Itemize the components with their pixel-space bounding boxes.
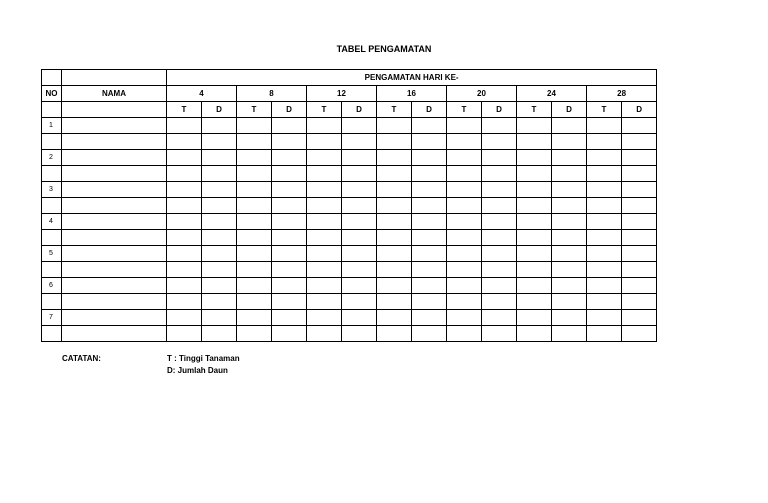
value-cell (202, 198, 237, 214)
value-cell (377, 118, 412, 134)
value-cell (377, 214, 412, 230)
value-cell (272, 246, 307, 262)
value-cell (622, 278, 657, 294)
value-cell (342, 118, 377, 134)
value-cell (272, 134, 307, 150)
value-cell (307, 246, 342, 262)
value-cell (552, 326, 587, 342)
row-number (42, 166, 62, 182)
table-row (42, 246, 657, 262)
row-number: 5 (42, 246, 62, 262)
value-cell (412, 310, 447, 326)
sub-header-d: D (622, 102, 657, 118)
value-cell (412, 182, 447, 198)
value-cell (622, 166, 657, 182)
value-cell (272, 294, 307, 310)
value-cell (237, 246, 272, 262)
value-cell (272, 262, 307, 278)
value-cell (517, 246, 552, 262)
name-cell (62, 214, 167, 230)
value-cell (202, 246, 237, 262)
value-cell (167, 294, 202, 310)
value-cell (622, 198, 657, 214)
value-cell (552, 118, 587, 134)
value-cell (237, 294, 272, 310)
value-cell (622, 310, 657, 326)
value-cell (482, 182, 517, 198)
day-header: 16 (377, 86, 447, 102)
value-cell (412, 278, 447, 294)
value-cell (622, 182, 657, 198)
value-cell (272, 166, 307, 182)
table-row (42, 214, 657, 230)
value-cell (167, 262, 202, 278)
table-row (42, 230, 657, 246)
value-cell (237, 198, 272, 214)
day-header: 24 (517, 86, 587, 102)
value-cell (237, 230, 272, 246)
value-cell (552, 134, 587, 150)
value-cell (342, 262, 377, 278)
value-cell (552, 182, 587, 198)
name-cell (62, 230, 167, 246)
notes-lines (167, 353, 240, 377)
value-cell (237, 278, 272, 294)
value-cell (412, 246, 447, 262)
value-cell (307, 230, 342, 246)
value-cell (447, 118, 482, 134)
value-cell (482, 214, 517, 230)
value-cell (482, 294, 517, 310)
value-cell (202, 150, 237, 166)
value-cell (517, 214, 552, 230)
table-row (42, 310, 657, 326)
name-cell (62, 118, 167, 134)
sub-header-d: D (272, 102, 307, 118)
row-number: 4 (42, 214, 62, 230)
value-cell (587, 166, 622, 182)
value-cell (412, 198, 447, 214)
header-empty-nama (62, 102, 167, 118)
value-cell (447, 246, 482, 262)
value-cell (202, 214, 237, 230)
value-cell (272, 214, 307, 230)
value-cell (412, 214, 447, 230)
value-cell (622, 150, 657, 166)
value-cell (587, 214, 622, 230)
value-cell (622, 262, 657, 278)
value-cell (517, 118, 552, 134)
value-cell (517, 326, 552, 342)
value-cell (482, 198, 517, 214)
value-cell (447, 294, 482, 310)
name-cell (62, 326, 167, 342)
value-cell (552, 278, 587, 294)
table-row (42, 198, 657, 214)
sub-header-d: D (202, 102, 237, 118)
name-cell (62, 294, 167, 310)
value-cell (342, 294, 377, 310)
sub-header-t: T (587, 102, 622, 118)
value-cell (167, 198, 202, 214)
value-cell (237, 166, 272, 182)
value-cell (412, 134, 447, 150)
sub-header-t: T (447, 102, 482, 118)
notes-label: CATATAN: (62, 354, 101, 363)
value-cell (412, 150, 447, 166)
value-cell (202, 326, 237, 342)
value-cell (307, 182, 342, 198)
value-cell (587, 326, 622, 342)
value-cell (447, 182, 482, 198)
value-cell (412, 166, 447, 182)
value-cell (342, 150, 377, 166)
value-cell (482, 278, 517, 294)
value-cell (167, 214, 202, 230)
value-cell (622, 134, 657, 150)
value-cell (587, 278, 622, 294)
value-cell (552, 262, 587, 278)
value-cell (447, 150, 482, 166)
value-cell (307, 166, 342, 182)
value-cell (587, 150, 622, 166)
col-nama-header: NAMA (62, 86, 167, 102)
value-cell (412, 326, 447, 342)
sub-header-t: T (167, 102, 202, 118)
value-cell (517, 182, 552, 198)
value-cell (202, 182, 237, 198)
value-cell (587, 310, 622, 326)
row-number: 7 (42, 310, 62, 326)
value-cell (622, 246, 657, 262)
value-cell (552, 294, 587, 310)
name-cell (62, 182, 167, 198)
value-cell (272, 150, 307, 166)
value-cell (307, 118, 342, 134)
table-row (42, 182, 657, 198)
value-cell (307, 262, 342, 278)
value-cell (377, 246, 412, 262)
table-row (42, 294, 657, 310)
value-cell (447, 198, 482, 214)
name-cell (62, 198, 167, 214)
sub-header-d: D (342, 102, 377, 118)
value-cell (587, 246, 622, 262)
value-cell (377, 294, 412, 310)
value-cell (272, 278, 307, 294)
observation-table (41, 69, 657, 342)
group-header: PENGAMATAN HARI KE- (167, 70, 657, 86)
name-cell (62, 262, 167, 278)
row-number (42, 198, 62, 214)
note-t: T : Tinggi Tanaman (167, 354, 240, 363)
value-cell (202, 118, 237, 134)
name-cell (62, 246, 167, 262)
day-header: 4 (167, 86, 237, 102)
value-cell (552, 230, 587, 246)
col-no-header: NO (42, 86, 62, 102)
value-cell (447, 310, 482, 326)
value-cell (307, 134, 342, 150)
table-row (42, 262, 657, 278)
header-row-1 (42, 70, 657, 86)
value-cell (517, 134, 552, 150)
name-cell (62, 150, 167, 166)
day-header: 20 (447, 86, 517, 102)
value-cell (482, 326, 517, 342)
value-cell (587, 134, 622, 150)
value-cell (307, 150, 342, 166)
row-number (42, 134, 62, 150)
value-cell (202, 278, 237, 294)
value-cell (482, 150, 517, 166)
value-cell (517, 294, 552, 310)
value-cell (377, 310, 412, 326)
value-cell (342, 134, 377, 150)
value-cell (377, 278, 412, 294)
table-row (42, 166, 657, 182)
value-cell (482, 166, 517, 182)
value-cell (237, 262, 272, 278)
value-cell (237, 150, 272, 166)
sub-header-t: T (517, 102, 552, 118)
value-cell (377, 134, 412, 150)
value-cell (167, 278, 202, 294)
value-cell (622, 326, 657, 342)
value-cell (342, 230, 377, 246)
value-cell (517, 262, 552, 278)
header-row-2 (42, 86, 657, 102)
value-cell (307, 278, 342, 294)
row-number (42, 262, 62, 278)
row-number: 3 (42, 182, 62, 198)
row-number: 1 (42, 118, 62, 134)
sub-header-t: T (237, 102, 272, 118)
value-cell (482, 262, 517, 278)
value-cell (587, 118, 622, 134)
value-cell (377, 150, 412, 166)
sub-header-d: D (482, 102, 517, 118)
value-cell (412, 118, 447, 134)
value-cell (202, 166, 237, 182)
value-cell (272, 198, 307, 214)
value-cell (622, 294, 657, 310)
sub-header-d: D (552, 102, 587, 118)
table-row (42, 118, 657, 134)
value-cell (237, 310, 272, 326)
value-cell (342, 326, 377, 342)
value-cell (342, 310, 377, 326)
value-cell (342, 166, 377, 182)
value-cell (167, 166, 202, 182)
note-d: D: Jumlah Daun (167, 366, 228, 375)
value-cell (622, 230, 657, 246)
value-cell (587, 294, 622, 310)
value-cell (552, 310, 587, 326)
header-empty-nama (62, 70, 167, 86)
value-cell (202, 262, 237, 278)
value-cell (447, 230, 482, 246)
row-number: 2 (42, 150, 62, 166)
value-cell (517, 150, 552, 166)
value-cell (447, 278, 482, 294)
value-cell (552, 198, 587, 214)
value-cell (447, 262, 482, 278)
value-cell (447, 214, 482, 230)
value-cell (377, 262, 412, 278)
header-empty-no (42, 102, 62, 118)
value-cell (587, 182, 622, 198)
sub-header-t: T (307, 102, 342, 118)
value-cell (167, 182, 202, 198)
sub-header-t: T (377, 102, 412, 118)
table-row (42, 150, 657, 166)
value-cell (552, 246, 587, 262)
row-number (42, 294, 62, 310)
value-cell (517, 278, 552, 294)
value-cell (587, 262, 622, 278)
value-cell (622, 214, 657, 230)
value-cell (517, 166, 552, 182)
value-cell (237, 118, 272, 134)
value-cell (377, 166, 412, 182)
value-cell (272, 182, 307, 198)
day-header: 8 (237, 86, 307, 102)
name-cell (62, 134, 167, 150)
value-cell (307, 326, 342, 342)
value-cell (307, 310, 342, 326)
value-cell (552, 150, 587, 166)
value-cell (307, 294, 342, 310)
value-cell (307, 198, 342, 214)
sub-header-d: D (412, 102, 447, 118)
value-cell (272, 326, 307, 342)
table-row (42, 278, 657, 294)
value-cell (482, 118, 517, 134)
value-cell (342, 246, 377, 262)
name-cell (62, 166, 167, 182)
name-cell (62, 278, 167, 294)
value-cell (622, 118, 657, 134)
value-cell (377, 198, 412, 214)
value-cell (167, 326, 202, 342)
value-cell (377, 230, 412, 246)
value-cell (482, 134, 517, 150)
value-cell (202, 230, 237, 246)
row-number (42, 326, 62, 342)
value-cell (202, 310, 237, 326)
value-cell (167, 230, 202, 246)
value-cell (587, 230, 622, 246)
value-cell (342, 198, 377, 214)
name-cell (62, 310, 167, 326)
header-row-3 (42, 102, 657, 118)
value-cell (447, 326, 482, 342)
value-cell (412, 230, 447, 246)
value-cell (412, 294, 447, 310)
value-cell (167, 118, 202, 134)
value-cell (237, 182, 272, 198)
value-cell (342, 182, 377, 198)
header-empty-no (42, 70, 62, 86)
table-row (42, 326, 657, 342)
value-cell (412, 262, 447, 278)
value-cell (482, 310, 517, 326)
value-cell (237, 134, 272, 150)
value-cell (202, 134, 237, 150)
value-cell (377, 326, 412, 342)
row-number (42, 230, 62, 246)
day-header: 12 (307, 86, 377, 102)
value-cell (167, 150, 202, 166)
value-cell (237, 214, 272, 230)
value-cell (447, 166, 482, 182)
value-cell (167, 246, 202, 262)
value-cell (447, 134, 482, 150)
table-row (42, 134, 657, 150)
value-cell (517, 198, 552, 214)
value-cell (517, 310, 552, 326)
row-number: 6 (42, 278, 62, 294)
page-title: TABEL PENGAMATAN (336, 44, 432, 54)
value-cell (377, 182, 412, 198)
value-cell (272, 118, 307, 134)
value-cell (552, 214, 587, 230)
value-cell (167, 310, 202, 326)
value-cell (307, 214, 342, 230)
value-cell (552, 166, 587, 182)
value-cell (482, 230, 517, 246)
value-cell (342, 278, 377, 294)
value-cell (202, 294, 237, 310)
value-cell (482, 246, 517, 262)
day-header: 28 (587, 86, 657, 102)
value-cell (167, 134, 202, 150)
value-cell (587, 198, 622, 214)
value-cell (342, 214, 377, 230)
value-cell (272, 310, 307, 326)
value-cell (517, 230, 552, 246)
value-cell (237, 326, 272, 342)
value-cell (272, 230, 307, 246)
